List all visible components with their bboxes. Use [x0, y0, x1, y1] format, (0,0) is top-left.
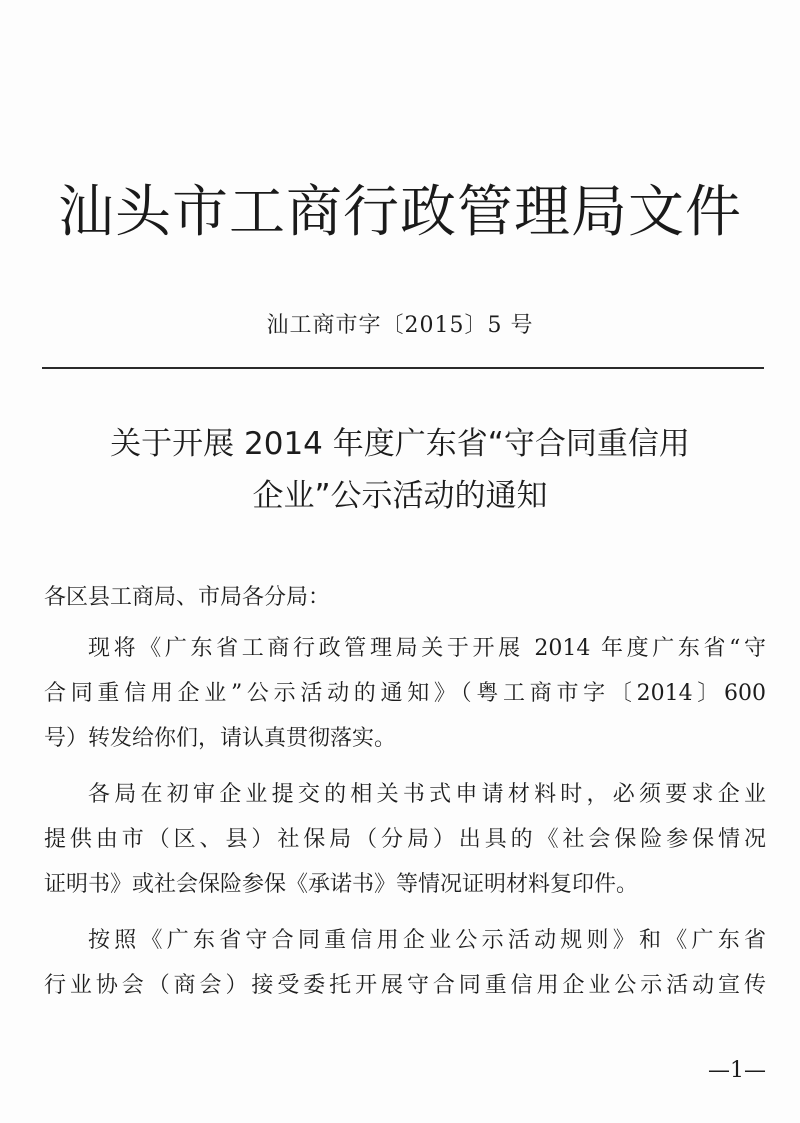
title-line-1: 关于开展 2014 年度广东省“守合同重信用: [110, 426, 690, 462]
paragraph-line: 号）转发给你们，请认真贯彻落实。: [44, 726, 397, 751]
paragraph-2: [44, 772, 766, 907]
paragraph-line: 各局在初审企业提交的相关书式申请材料时，必须要求企业: [88, 782, 766, 807]
paragraph-line: 证明书》或社会保险参保《承诺书》等情况证明材料复印件。: [44, 872, 639, 897]
paragraph-line: 合同重信用企业”公示活动的通知》（粤工商市字〔2014〕600: [44, 681, 766, 706]
header-divider: [42, 367, 764, 369]
paragraph-line: 现将《广东省工商行政管理局关于开展 2014 年度广东省“守: [88, 636, 766, 661]
document-number: 汕工商市字〔2015〕5 号: [266, 313, 534, 338]
document-title: [0, 418, 800, 522]
paragraph-1: [44, 626, 766, 761]
organization-header: 汕头市工商行政管理局文件: [58, 180, 742, 245]
title-line-2: 企业”公示活动的通知: [252, 478, 548, 514]
addressee: 各区县工商局、市局各分局：: [44, 585, 331, 610]
paragraph-line: 行业协会（商会）接受委托开展守合同重信用企业公示活动宣传: [44, 973, 766, 998]
page-number: —1—: [708, 1058, 766, 1083]
paragraph-3: [44, 918, 766, 1008]
paragraph-line: 按照《广东省守合同重信用企业公示活动规则》和《广东省: [88, 928, 766, 953]
paragraph-line: 提供由市（区、县）社保局（分局）出具的《社会保险参保情况: [44, 827, 766, 852]
